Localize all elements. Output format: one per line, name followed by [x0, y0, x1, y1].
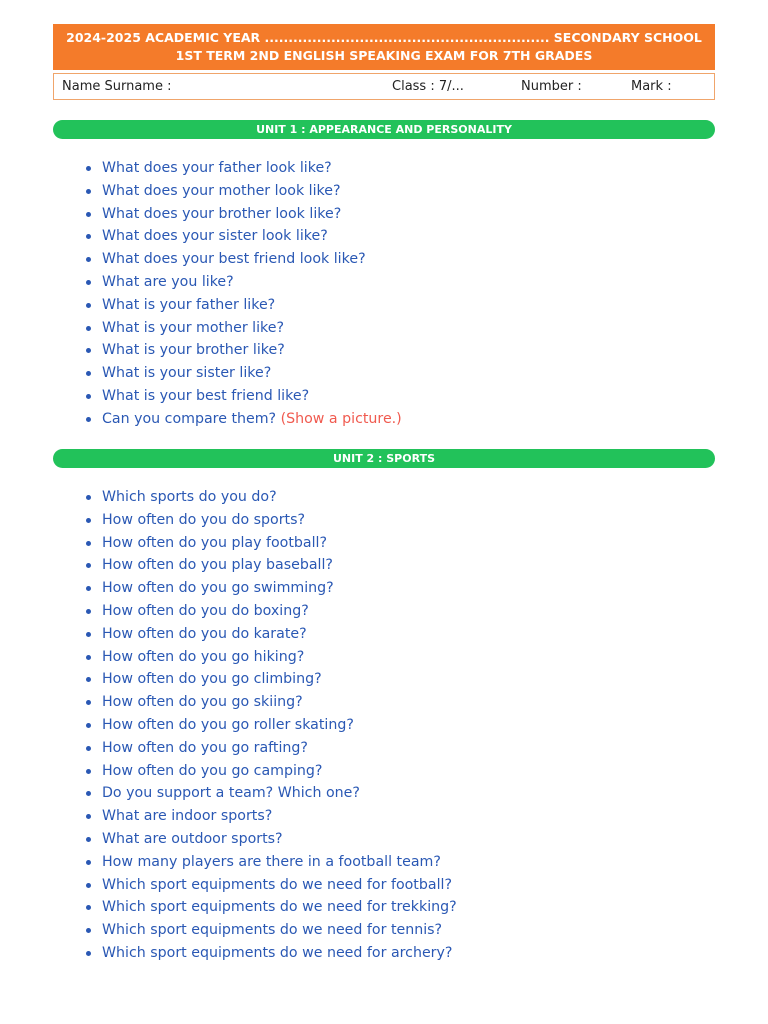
- mark-label: Mark :: [631, 79, 672, 94]
- unit-1-question-list: [86, 157, 402, 431]
- list-item: How often do you go skiing?: [86, 691, 457, 714]
- list-item: What does your brother look like?: [86, 203, 402, 226]
- list-item: How often do you do karate?: [86, 623, 457, 646]
- header-line-2: 1ST TERM 2ND ENGLISH SPEAKING EXAM FOR 7TH GRADES: [175, 48, 593, 63]
- list-item: What are indoor sports?: [86, 805, 457, 828]
- unit-2-question-list: [86, 486, 457, 965]
- exam-header: [53, 24, 715, 70]
- list-item: Which sport equipments do we need for trekking?: [86, 896, 457, 919]
- list-item: What is your brother like?: [86, 339, 402, 362]
- list-item: How often do you go roller skating?: [86, 714, 457, 737]
- list-item: [86, 408, 402, 431]
- list-item: Which sport equipments do we need for archery?: [86, 942, 457, 965]
- student-info-row: [53, 73, 715, 100]
- list-item: How often do you play baseball?: [86, 554, 457, 577]
- list-item: Which sport equipments do we need for football?: [86, 874, 457, 897]
- list-item: What does your father look like?: [86, 157, 402, 180]
- list-item: What is your mother like?: [86, 317, 402, 340]
- list-item: How often do you go climbing?: [86, 668, 457, 691]
- list-item: Which sport equipments do we need for tennis?: [86, 919, 457, 942]
- list-item: How many players are there in a football team?: [86, 851, 457, 874]
- list-item: What is your best friend like?: [86, 385, 402, 408]
- list-item: What are you like?: [86, 271, 402, 294]
- list-item: Do you support a team? Which one?: [86, 782, 457, 805]
- list-item: What does your sister look like?: [86, 225, 402, 248]
- list-item: Which sports do you do?: [86, 486, 457, 509]
- list-item: What is your father like?: [86, 294, 402, 317]
- list-item: What is your sister like?: [86, 362, 402, 385]
- unit-1-title: UNIT 1 : APPEARANCE AND PERSONALITY: [53, 120, 715, 139]
- show-picture-note: (Show a picture.): [280, 410, 402, 427]
- class-label: Class : 7/...: [392, 79, 464, 94]
- list-item: How often do you do boxing?: [86, 600, 457, 623]
- header-line-1: 2024-2025 ACADEMIC YEAR ............................................................ SECONDARY SCHOOL: [66, 30, 702, 45]
- name-surname-label: Name Surname :: [62, 79, 172, 94]
- unit-2-title: UNIT 2 : SPORTS: [53, 449, 715, 468]
- list-item: What are outdoor sports?: [86, 828, 457, 851]
- list-item: How often do you go swimming?: [86, 577, 457, 600]
- list-item: How often do you go camping?: [86, 760, 457, 783]
- list-item: How often do you go hiking?: [86, 646, 457, 669]
- compare-question-text: Can you compare them?: [102, 410, 277, 427]
- number-label: Number :: [521, 79, 582, 94]
- list-item: What does your mother look like?: [86, 180, 402, 203]
- list-item: What does your best friend look like?: [86, 248, 402, 271]
- list-item: How often do you do sports?: [86, 509, 457, 532]
- list-item: How often do you play football?: [86, 532, 457, 555]
- list-item: How often do you go rafting?: [86, 737, 457, 760]
